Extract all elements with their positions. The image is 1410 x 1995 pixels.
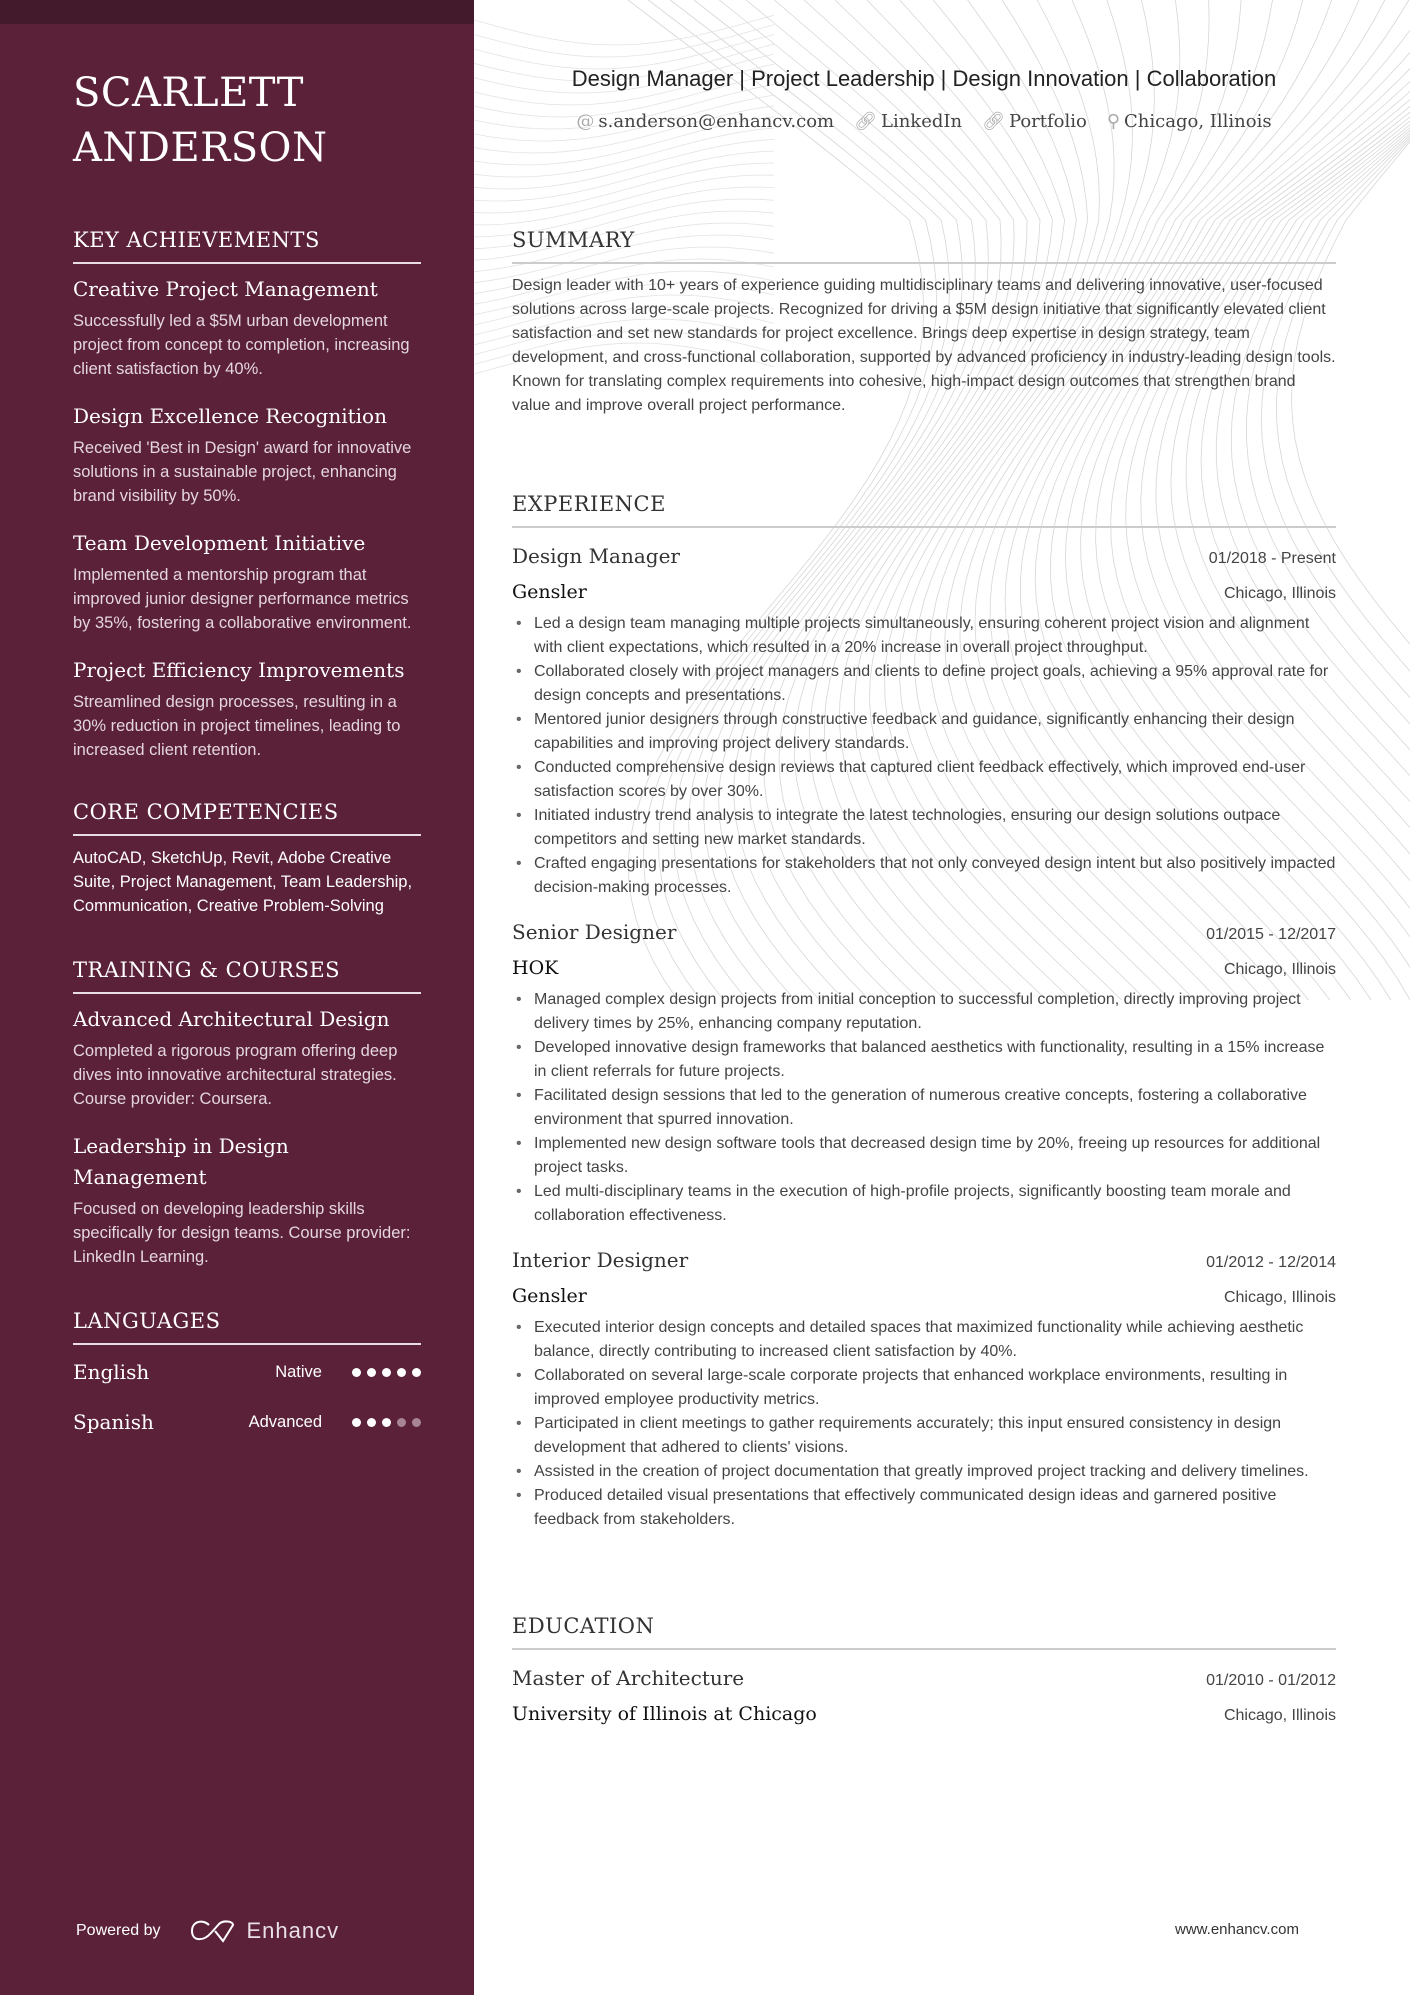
achievement-item xyxy=(73,655,421,762)
bullet-item: • Managed complex design projects from initial conception to successful completion, directly improving project delivery times by 25%, enhancing company reputation. xyxy=(512,988,1336,1036)
job-location: Chicago, Illinois xyxy=(1223,585,1336,602)
rating-dot xyxy=(382,1368,391,1377)
bullet-item: • Executed interior design concepts and detailed spaces that maximized functionality while achieving aesthetic balance, directly contributing to increased client satisfaction by 40%. xyxy=(512,1316,1336,1364)
training-title: Leadership in Design Management xyxy=(73,1134,289,1189)
job-location: Chicago, Illinois xyxy=(1223,961,1336,978)
footer-url[interactable]: www.enhancv.com xyxy=(1175,1921,1299,1938)
job-entry xyxy=(512,914,1336,1228)
training-heading: TRAINING & COURSES xyxy=(73,958,421,994)
rating-dot xyxy=(382,1418,391,1427)
contact-linkedin[interactable] xyxy=(854,111,962,132)
language-name: Spanish xyxy=(73,1410,154,1434)
bullet-item: • Led multi-disciplinary teams in the execution of high-profile projects, significantly boosting team morale and collaboration effectiveness. xyxy=(512,1180,1336,1228)
top-band xyxy=(0,0,474,24)
job-company-row xyxy=(512,1278,1336,1314)
training-desc: Completed a rigorous program offering deep dives into innovative architectural strategies. Course provider: Coursera. xyxy=(73,1042,398,1108)
at-icon: @ xyxy=(576,111,595,132)
achievement-title: Design Excellence Recognition xyxy=(73,404,387,428)
contact-bar xyxy=(512,111,1336,132)
summary-section xyxy=(512,228,1336,418)
job-entry xyxy=(512,538,1336,900)
language-rating xyxy=(352,1418,421,1427)
achievement-title: Creative Project Management xyxy=(73,277,378,301)
job-dates: 01/2018 - Present xyxy=(1208,550,1336,567)
training-item xyxy=(73,1004,421,1111)
enhancv-logo-icon xyxy=(189,1919,237,1943)
wave-line xyxy=(474,25,774,57)
job-company-row xyxy=(512,950,1336,986)
achievement-title: Project Efficiency Improvements xyxy=(73,658,405,682)
wave-line xyxy=(474,139,774,189)
education-dates: 01/2010 - 01/2012 xyxy=(1206,1672,1336,1689)
link-icon: 🔗︎ xyxy=(982,111,1005,132)
rating-dot xyxy=(397,1368,406,1377)
bullet-item: • Led a design team managing multiple projects simultaneously, ensuring coherent project vision and alignment with client expectations, which resulted in a 20% increase in overall project throughput. xyxy=(512,612,1336,660)
company-name: HOK xyxy=(512,957,559,979)
language-level: Advanced xyxy=(248,1412,322,1431)
experience-section xyxy=(512,492,1336,1546)
job-header xyxy=(512,538,1336,574)
experience-heading: EXPERIENCE xyxy=(512,492,1336,528)
wave-line xyxy=(474,35,774,70)
summary-text: Design leader with 10+ years of experience guiding multidisciplinary teams and delivering innovative, user-focused solutions across large-scale projects. Recognized for driving a $5M design initiative that significantly elevated client satisfaction and set new standards for project excellence. Brings deep expertise in design strategy, team development, and cross-functional collaboration, supported by advanced proficiency in industry-leading design tools. Known for translating complex requirements into cohesive, high-impact design outcomes that strengthen brand value and improve overall project performance. xyxy=(512,277,1336,414)
job-header xyxy=(512,1242,1336,1278)
contact-email[interactable] xyxy=(576,111,834,132)
job-title: Interior Designer xyxy=(512,1248,689,1272)
bullet-item: • Assisted in the creation of project documentation that greatly improved project tracking and delivery timelines. xyxy=(512,1460,1336,1484)
brand-name: Enhancv xyxy=(246,1918,340,1943)
bullet-item: • Facilitated design sessions that led to the generation of numerous creative concepts, fostering a collaborative environment that spurred innovation. xyxy=(512,1084,1336,1132)
job-bullets xyxy=(512,988,1336,1228)
achievement-item xyxy=(73,401,421,508)
school: University of Illinois at Chicago xyxy=(512,1703,817,1725)
bullet-item: • Collaborated closely with project managers and clients to define project goals, achieving a 95% approval rate for design concepts and presentations. xyxy=(512,660,1336,708)
job-title: Senior Designer xyxy=(512,920,677,944)
wave-line xyxy=(474,15,774,45)
achievement-desc: Successfully led a $5M urban development project from concept to completion, increasing client satisfaction by 40%. xyxy=(73,312,410,378)
achievement-item xyxy=(73,274,421,381)
education-section xyxy=(512,1614,1336,1732)
rating-dot xyxy=(352,1418,361,1427)
achievement-title: Team Development Initiative xyxy=(73,531,366,555)
competencies-heading: CORE COMPETENCIES xyxy=(73,800,421,836)
job-company-row xyxy=(512,574,1336,610)
achievement-desc: Received 'Best in Design' award for innovative solutions in a sustainable project, enhancing brand visibility by 50%. xyxy=(73,439,412,505)
language-rating xyxy=(352,1368,421,1377)
achievement-desc: Streamlined design processes, resulting in a 30% reduction in project timelines, leading to increased client retention. xyxy=(73,693,401,759)
language-name: English xyxy=(73,1360,150,1384)
job-dates: 01/2012 - 12/2014 xyxy=(1206,1254,1336,1271)
rating-dot xyxy=(397,1418,406,1427)
bullet-item: • Implemented new design software tools that decreased design time by 20%, freeing up resources for additional project tasks. xyxy=(512,1132,1336,1180)
bullet-item: • Participated in client meetings to gather requirements accurately; this input ensured consistency in design development that adhered to clients' visions. xyxy=(512,1412,1336,1460)
achievements-heading: KEY ACHIEVEMENTS xyxy=(73,228,421,264)
job-header xyxy=(512,914,1336,950)
rating-dot xyxy=(412,1368,421,1377)
degree: Master of Architecture xyxy=(512,1666,745,1690)
powered-by xyxy=(76,1918,339,1944)
bullet-item: • Crafted engaging presentations for stakeholders that not only conveyed design intent but also positively impacted decision-making processes. xyxy=(512,852,1336,900)
rating-dot xyxy=(367,1418,376,1427)
portfolio-text: Portfolio xyxy=(1008,111,1087,132)
language-row xyxy=(73,1397,421,1447)
competencies-text: AutoCAD, SketchUp, Revit, Adobe Creative Suite, Project Management, Team Leadership, Communication, Creative Problem-Solving xyxy=(73,849,413,915)
contact-portfolio[interactable] xyxy=(982,111,1087,132)
bullet-item: • Produced detailed visual presentations that effectively communicated design ideas and garnered positive feedback from stakeholders. xyxy=(512,1484,1336,1532)
headline: Design Manager | Project Leadership | Design Innovation | Collaboration xyxy=(571,66,1277,91)
powered-by-label: Powered by xyxy=(76,1922,161,1939)
company-name: Gensler xyxy=(512,1285,587,1307)
bullet-item: • Developed innovative design frameworks that balanced aesthetics with functionality, resulting in a 15% increase in client referrals for future projects. xyxy=(512,1036,1336,1084)
bullet-item: • Collaborated on several large-scale corporate projects that enhanced workplace environments, resulting in improved employee productivity metrics. xyxy=(512,1364,1336,1412)
location-text: Chicago, Illinois xyxy=(1124,111,1272,132)
location-pin-icon: ⚲ xyxy=(1106,111,1121,132)
training-desc: Focused on developing leadership skills specifically for design teams. Course provider: LinkedIn Learning. xyxy=(73,1200,411,1266)
linkedin-text: LinkedIn xyxy=(880,111,963,132)
language-row xyxy=(73,1347,421,1397)
achievement-item xyxy=(73,528,421,635)
enhancv-logo[interactable] xyxy=(189,1918,340,1944)
sidebar xyxy=(0,0,474,1995)
bullet-item: • Conducted comprehensive design reviews that captured client feedback effectively, which improved end-user satisfaction scores by over 30%. xyxy=(512,756,1336,804)
rating-dot xyxy=(367,1368,376,1377)
education-heading: EDUCATION xyxy=(512,1614,1336,1650)
candidate-name xyxy=(73,66,421,176)
rating-dot xyxy=(352,1368,361,1377)
last-name: ANDERSON xyxy=(73,125,328,171)
achievement-desc: Implemented a mentorship program that improved junior designer performance metrics by 35%, fostering a collaborative environment. xyxy=(73,566,412,632)
bullet-item: • Mentored junior designers through constructive feedback and guidance, significantly enhancing their design capabilities and improving project delivery standards. xyxy=(512,708,1336,756)
education-location: Chicago, Illinois xyxy=(1223,1707,1336,1724)
contact-location xyxy=(1107,111,1272,132)
training-item xyxy=(73,1131,421,1269)
rating-dot xyxy=(412,1418,421,1427)
job-bullets xyxy=(512,612,1336,900)
link-icon: 🔗︎ xyxy=(854,111,877,132)
wave-line xyxy=(474,151,774,201)
job-title: Design Manager xyxy=(512,544,680,568)
language-level: Native xyxy=(275,1362,322,1381)
training-title: Advanced Architectural Design xyxy=(73,1007,390,1031)
summary-heading: SUMMARY xyxy=(512,228,1336,264)
job-dates: 01/2015 - 12/2017 xyxy=(1206,926,1336,943)
job-entry xyxy=(512,1242,1336,1532)
job-bullets xyxy=(512,1316,1336,1532)
first-name: SCARLETT xyxy=(73,70,304,116)
bullet-item: • Initiated industry trend analysis to integrate the latest technologies, ensuring our design solutions outpace competitors and setting new market standards. xyxy=(512,804,1336,852)
email-text: s.anderson@enhancv.com xyxy=(598,111,835,132)
job-location: Chicago, Illinois xyxy=(1223,1289,1336,1306)
company-name: Gensler xyxy=(512,581,587,603)
languages-heading: LANGUAGES xyxy=(73,1309,421,1345)
